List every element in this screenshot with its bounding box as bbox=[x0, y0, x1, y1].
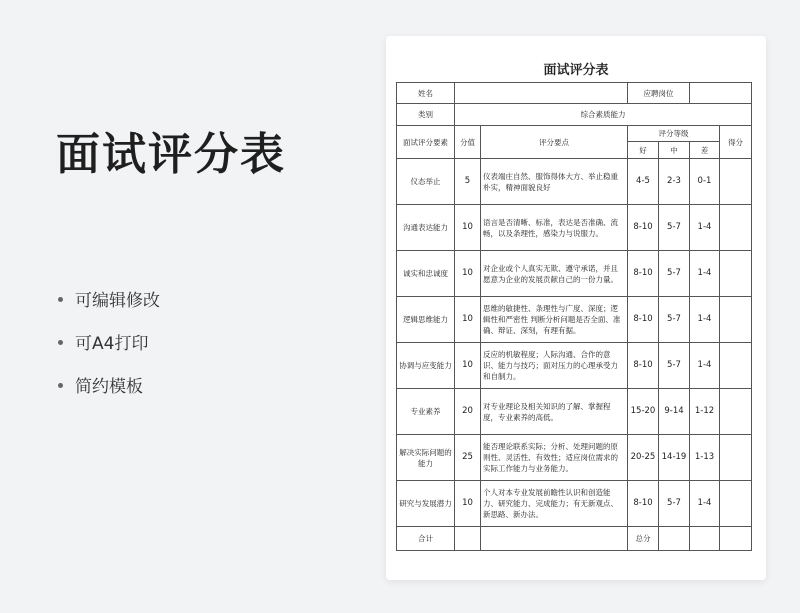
total-score-cell bbox=[455, 527, 481, 551]
row-points: 对专业理论及相关知识的了解、掌握程度，专业素养的高低。 bbox=[481, 389, 628, 435]
feature-item bbox=[58, 333, 160, 355]
row-result-cell[interactable] bbox=[720, 159, 752, 205]
position-value-cell[interactable] bbox=[690, 83, 752, 104]
row-score: 25 bbox=[455, 435, 481, 481]
row-result-cell[interactable] bbox=[720, 251, 752, 297]
row-score: 10 bbox=[455, 297, 481, 343]
row-item: 沟通表达能力 bbox=[397, 205, 455, 251]
row-good: 8-10 bbox=[628, 297, 659, 343]
row-score: 10 bbox=[455, 205, 481, 251]
table-row bbox=[397, 435, 752, 481]
row-poor: 1-4 bbox=[690, 251, 720, 297]
table-row bbox=[397, 83, 752, 104]
row-result-cell[interactable] bbox=[720, 481, 752, 527]
hero-title: 面试评分表 bbox=[56, 129, 286, 180]
row-item: 研究与发展潜力 bbox=[397, 481, 455, 527]
header-medium: 中 bbox=[659, 142, 690, 159]
row-poor: 1-4 bbox=[690, 205, 720, 251]
row-result-cell[interactable] bbox=[720, 389, 752, 435]
row-medium: 2-3 bbox=[659, 159, 690, 205]
feature-list bbox=[58, 290, 160, 419]
feature-item bbox=[58, 376, 160, 398]
table-row bbox=[397, 251, 752, 297]
row-medium: 5-7 bbox=[659, 343, 690, 389]
row-points: 语言是否清晰、标准，表达是否准确、流畅，以及条理性，感染力与说服力。 bbox=[481, 205, 628, 251]
row-good: 8-10 bbox=[628, 481, 659, 527]
row-score: 10 bbox=[455, 481, 481, 527]
header-grade: 评分等级 bbox=[628, 126, 720, 142]
row-item: 协调与应变能力 bbox=[397, 343, 455, 389]
total-points-cell bbox=[481, 527, 628, 551]
row-item: 诚实和忠诚度 bbox=[397, 251, 455, 297]
row-item: 专业素养 bbox=[397, 389, 455, 435]
score-table bbox=[396, 82, 752, 551]
position-label: 应聘岗位 bbox=[628, 83, 690, 104]
row-score: 10 bbox=[455, 251, 481, 297]
table-row bbox=[397, 297, 752, 343]
name-label: 姓名 bbox=[397, 83, 455, 104]
bullet-icon bbox=[58, 297, 63, 302]
sum-result-cell[interactable] bbox=[720, 527, 752, 551]
row-item: 逻辑思维能力 bbox=[397, 297, 455, 343]
name-value-cell[interactable] bbox=[455, 83, 628, 104]
header-poor: 差 bbox=[690, 142, 720, 159]
row-points: 能否理论联系实际；分析、处理问题的原则性、灵活性、有效性；适应岗位需求的实际工作能力与业务能力。 bbox=[481, 435, 628, 481]
sum-value-cell[interactable] bbox=[659, 527, 690, 551]
row-medium: 9-14 bbox=[659, 389, 690, 435]
row-item: 解决实际问题的能力 bbox=[397, 435, 455, 481]
row-medium: 14-19 bbox=[659, 435, 690, 481]
row-good: 4-5 bbox=[628, 159, 659, 205]
row-points: 个人对本专业发展前瞻性认识和创造能力、研究能力、完成能力；有无新观点、新思路、新办法。 bbox=[481, 481, 628, 527]
row-poor: 1-4 bbox=[690, 481, 720, 527]
row-medium: 5-7 bbox=[659, 205, 690, 251]
row-points: 思维的敏捷性、条理性与广度、深度；逻辑性和严密性 判断分析问题是否全面、准确、辩证、深刻，有理有据。 bbox=[481, 297, 628, 343]
row-poor: 1-13 bbox=[690, 435, 720, 481]
row-medium: 5-7 bbox=[659, 251, 690, 297]
row-score: 10 bbox=[455, 343, 481, 389]
feature-item bbox=[58, 290, 160, 312]
table-row bbox=[397, 104, 752, 126]
total-label: 合计 bbox=[397, 527, 455, 551]
row-good: 8-10 bbox=[628, 343, 659, 389]
sum-blank-cell bbox=[690, 527, 720, 551]
table-row bbox=[397, 389, 752, 435]
row-score: 5 bbox=[455, 159, 481, 205]
bullet-icon bbox=[58, 383, 63, 388]
table-row bbox=[397, 481, 752, 527]
document-preview bbox=[386, 36, 766, 580]
header-item: 面试评分要素 bbox=[397, 126, 455, 159]
row-poor: 1-12 bbox=[690, 389, 720, 435]
row-poor: 0-1 bbox=[690, 159, 720, 205]
table-row bbox=[397, 205, 752, 251]
header-row bbox=[397, 126, 752, 142]
row-points: 仪表端庄自然、服饰得体大方、举止稳重朴实，精神面貌良好 bbox=[481, 159, 628, 205]
row-good: 20-25 bbox=[628, 435, 659, 481]
bullet-icon bbox=[58, 340, 63, 345]
row-result-cell[interactable] bbox=[720, 435, 752, 481]
sum-label: 总分 bbox=[628, 527, 659, 551]
header-result: 得分 bbox=[720, 126, 752, 159]
row-result-cell[interactable] bbox=[720, 297, 752, 343]
row-poor: 1-4 bbox=[690, 343, 720, 389]
category-value: 综合素质能力 bbox=[455, 104, 752, 126]
feature-text: 可A4打印 bbox=[75, 334, 149, 354]
feature-text: 可编辑修改 bbox=[75, 291, 160, 311]
row-good: 8-10 bbox=[628, 205, 659, 251]
row-medium: 5-7 bbox=[659, 297, 690, 343]
row-points: 对企业或个人真实无欺、遵守承诺，并且愿意为企业的发展贡献自己的一份力量。 bbox=[481, 251, 628, 297]
row-points: 反应的机敏程度；人际沟通、合作的意识、能力与技巧；面对压力的心理承受力和自制力。 bbox=[481, 343, 628, 389]
row-good: 8-10 bbox=[628, 251, 659, 297]
row-score: 20 bbox=[455, 389, 481, 435]
total-row bbox=[397, 527, 752, 551]
row-item: 仪态举止 bbox=[397, 159, 455, 205]
header-points: 评分要点 bbox=[481, 126, 628, 159]
row-poor: 1-4 bbox=[690, 297, 720, 343]
feature-text: 简约模板 bbox=[75, 377, 143, 397]
table-row bbox=[397, 159, 752, 205]
table-row bbox=[397, 343, 752, 389]
row-result-cell[interactable] bbox=[720, 205, 752, 251]
header-score: 分值 bbox=[455, 126, 481, 159]
row-medium: 5-7 bbox=[659, 481, 690, 527]
row-good: 15-20 bbox=[628, 389, 659, 435]
document-title: 面试评分表 bbox=[543, 63, 609, 78]
row-result-cell[interactable] bbox=[720, 343, 752, 389]
category-label: 类别 bbox=[397, 104, 455, 126]
header-good: 好 bbox=[628, 142, 659, 159]
